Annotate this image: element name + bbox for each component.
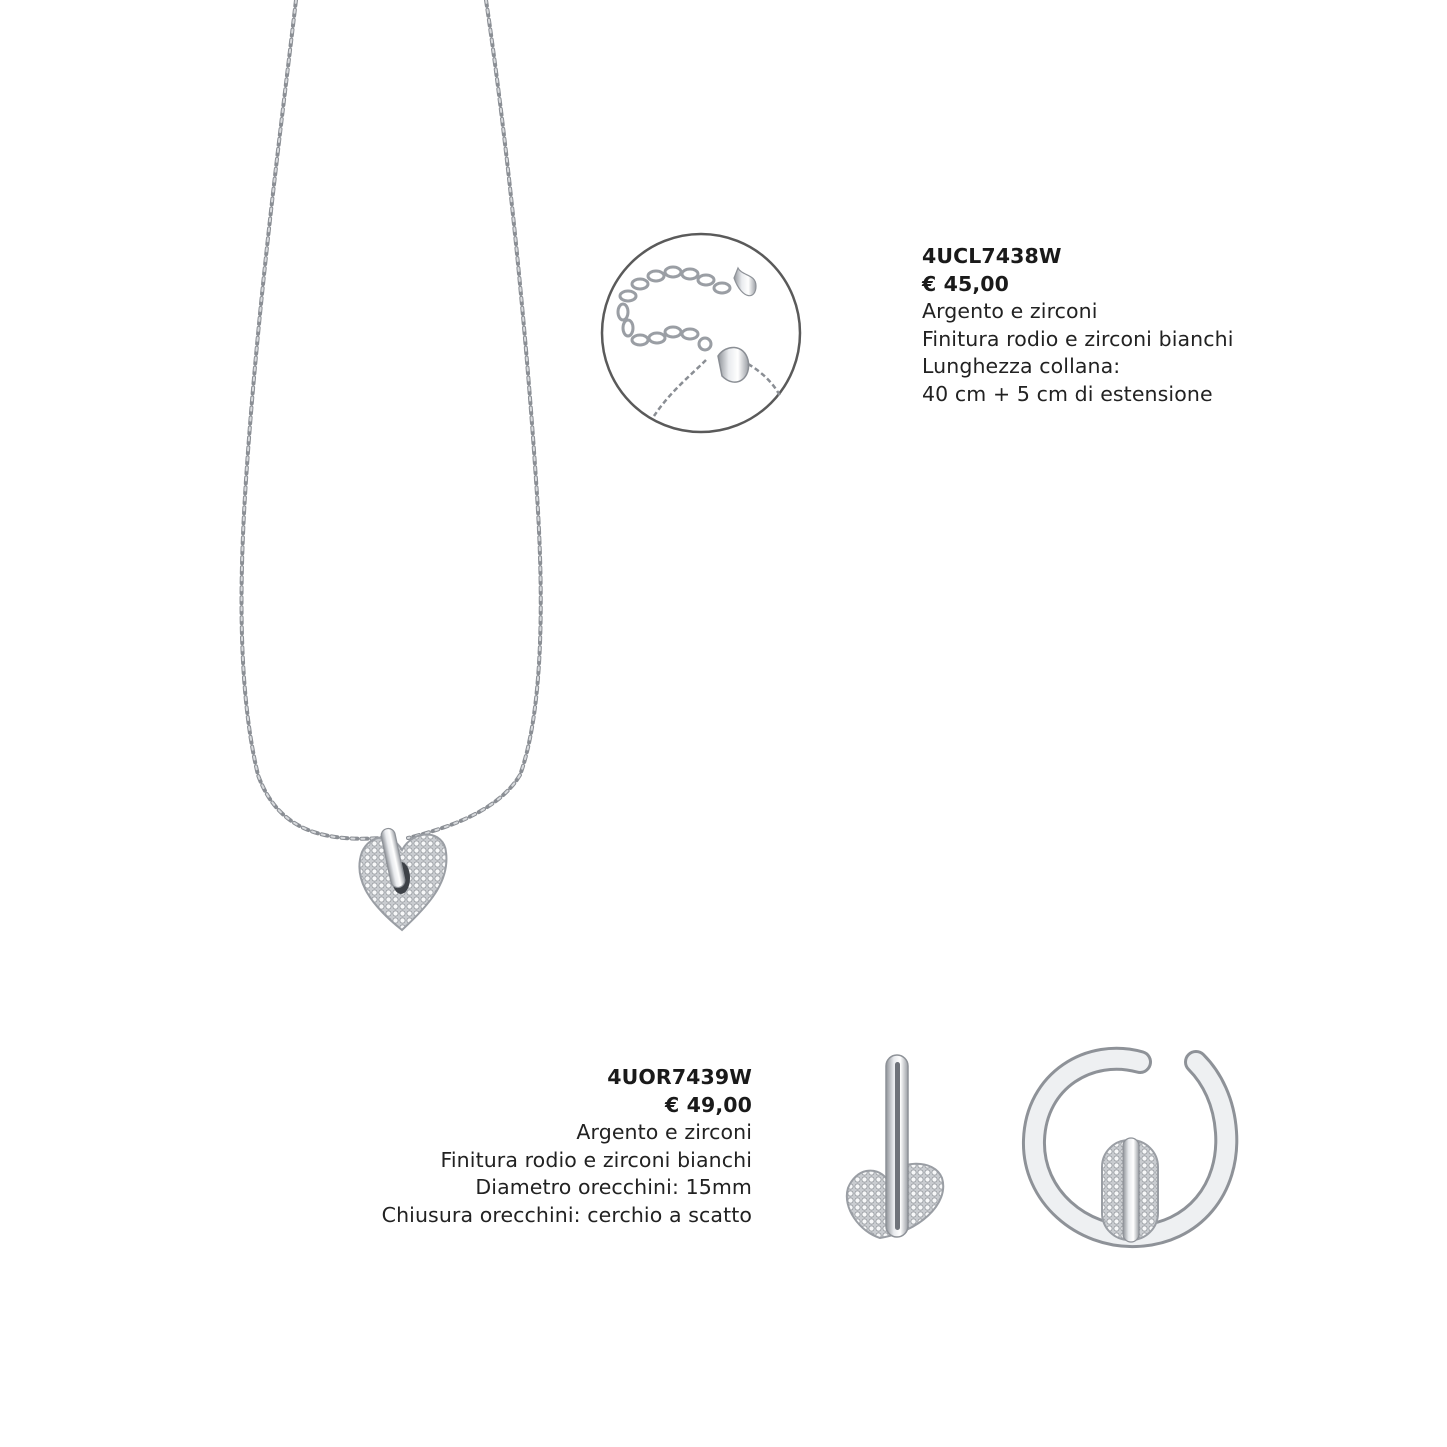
earrings-price: € 49,00 xyxy=(665,1092,752,1117)
necklace-length-label: Lunghezza collana: xyxy=(922,354,1121,378)
earrings-code: 4UOR7439W xyxy=(607,1065,752,1089)
earring-front-view xyxy=(1034,1059,1226,1242)
earring-side-view xyxy=(847,1055,943,1238)
earrings-diameter: Diametro orecchini: 15mm xyxy=(475,1175,752,1199)
necklace-chain xyxy=(242,0,541,839)
clasp-detail-circle xyxy=(602,234,800,432)
earrings-product-info xyxy=(382,1064,752,1229)
necklace-finish: Finitura rodio e zirconi bianchi xyxy=(922,326,1234,351)
necklace-code: 4UCL7438W xyxy=(922,244,1062,268)
necklace-length-value: 40 cm + 5 cm di estensione xyxy=(922,381,1213,406)
earrings-closure: Chiusura orecchini: cerchio a scatto xyxy=(381,1202,752,1227)
necklace-material: Argento e zirconi xyxy=(922,299,1098,323)
earrings-material: Argento e zirconi xyxy=(576,1120,752,1144)
heart-pendant xyxy=(359,827,446,930)
necklace-price: € 45,00 xyxy=(922,271,1009,296)
earrings-finish: Finitura rodio e zirconi bianchi xyxy=(440,1147,752,1172)
necklace-product-info xyxy=(922,243,1234,408)
